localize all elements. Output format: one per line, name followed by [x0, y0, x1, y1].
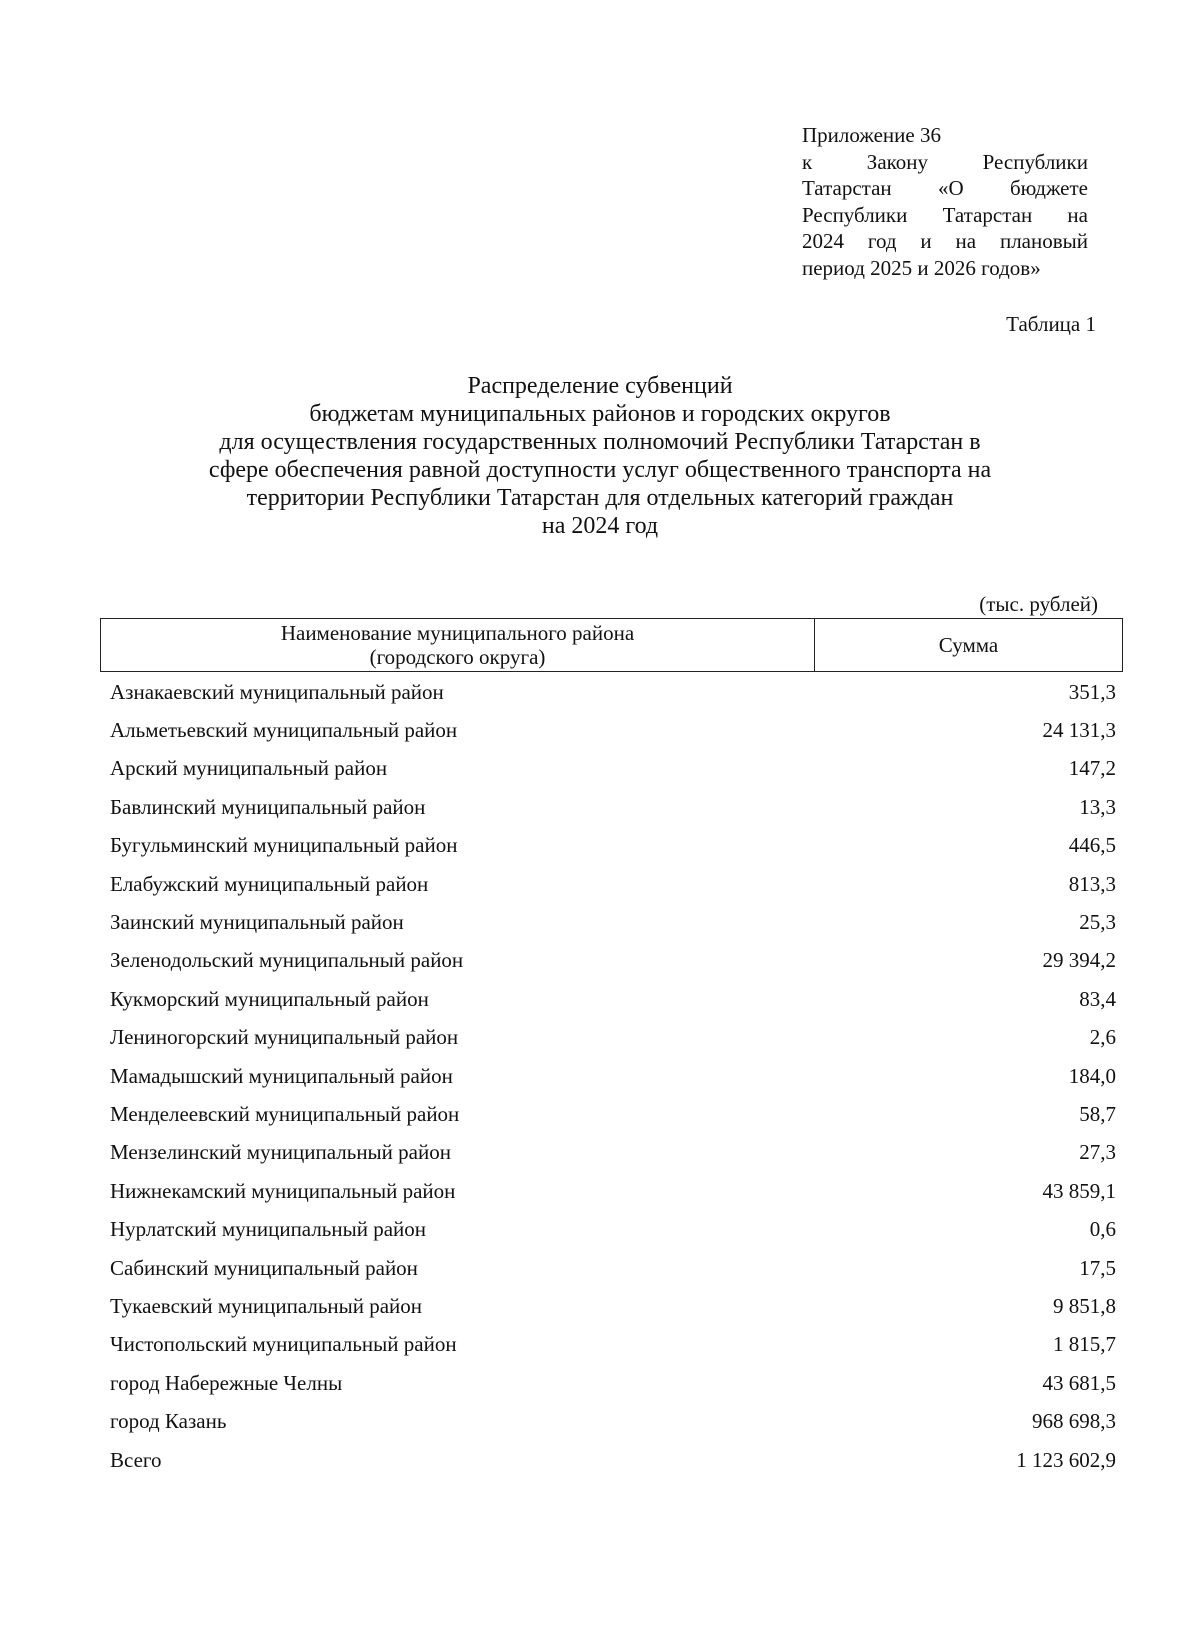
row-name: Всего — [110, 1447, 162, 1472]
table-row — [110, 1249, 1116, 1287]
table-row — [110, 1441, 1116, 1479]
row-sum: 446,5 — [1068, 833, 1116, 858]
table-row — [110, 1326, 1116, 1364]
table-row — [110, 903, 1116, 941]
attachment-line: Приложение 36 — [802, 123, 941, 147]
table-number: Таблица 1 — [1006, 312, 1096, 336]
table-row — [110, 865, 1116, 903]
table-row — [110, 942, 1116, 980]
table-row — [110, 673, 1116, 711]
row-name: Кукморский муниципальный район — [110, 986, 429, 1011]
row-sum: 968 698,3 — [1032, 1409, 1116, 1434]
table-row — [110, 788, 1116, 826]
row-name: Тукаевский муниципальный район — [110, 1293, 423, 1318]
row-name: Елабужский муниципальный район — [110, 871, 429, 896]
row-name: Арский муниципальный район — [110, 756, 388, 781]
attachment-line: период 2025 и 2026 годов» — [802, 255, 1041, 280]
title-line: территории Республики Татарстан для отдельных категорий граждан — [246, 485, 954, 511]
table-row — [110, 1210, 1116, 1248]
table-row — [110, 1402, 1116, 1440]
row-name: город Набережные Челны — [110, 1370, 343, 1395]
table-row — [110, 1364, 1116, 1402]
row-sum: 25,3 — [1079, 910, 1116, 935]
row-name: Зеленодольский муниципальный район — [110, 948, 464, 973]
row-name: Заинский муниципальный район — [110, 910, 404, 935]
table-row — [110, 827, 1116, 865]
row-name: Альметьевский муниципальный район — [110, 718, 458, 743]
row-name: Азнакаевский муниципальный район — [110, 679, 444, 704]
table-row — [110, 1057, 1116, 1095]
header-name-cell — [101, 619, 815, 671]
row-name: Нурлатский муниципальный район — [110, 1217, 427, 1242]
row-sum: 0,6 — [1089, 1217, 1116, 1242]
row-sum: 813,3 — [1068, 871, 1116, 896]
table-header — [100, 618, 1123, 672]
attachment-line: Татарстан «О бюджете — [802, 176, 1088, 200]
table-row — [110, 980, 1116, 1018]
document-title — [100, 372, 1100, 540]
table-row — [110, 1172, 1116, 1210]
row-name: Лениногорский муниципальный район — [110, 1025, 459, 1050]
row-sum: 13,3 — [1079, 794, 1116, 819]
title-line: бюджетам муниципальных районов и городских округов — [309, 401, 891, 427]
title-line: для осуществления государственных полномочий Республики Татарстан в — [219, 429, 981, 455]
row-name: Бавлинский муниципальный район — [110, 794, 426, 819]
header-name-line2: (городского округа) — [369, 645, 546, 669]
row-sum: 351,3 — [1068, 679, 1116, 704]
table-row — [110, 711, 1116, 749]
row-name: Менделеевский муниципальный район — [110, 1101, 460, 1126]
attachment-note — [802, 122, 1088, 281]
row-name: Нижнекамский муниципальный район — [110, 1178, 456, 1203]
row-name: Мамадышский муниципальный район — [110, 1063, 453, 1088]
attachment-line: к Закону Республики — [802, 149, 1088, 174]
header-sum-cell: Сумма — [938, 632, 999, 657]
units-label: (тыс. рублей) — [979, 592, 1098, 616]
table-row — [110, 750, 1116, 788]
title-line: Распределение субвенций — [467, 373, 733, 399]
row-name: город Казань — [110, 1409, 227, 1434]
row-sum: 184,0 — [1068, 1063, 1116, 1088]
row-sum: 9 851,8 — [1053, 1293, 1116, 1318]
row-name: Мензелинский муниципальный район — [110, 1140, 451, 1165]
row-sum: 43 859,1 — [1042, 1178, 1116, 1203]
table-row — [110, 1287, 1116, 1325]
row-sum: 17,5 — [1079, 1255, 1116, 1280]
attachment-line: Республики Татарстан на — [802, 202, 1088, 227]
title-line: сфере обеспечения равной доступности услуг общественного транспорта на — [208, 457, 992, 483]
attachment-line: 2024 год и на плановый — [802, 229, 1088, 253]
row-sum: 2,6 — [1089, 1025, 1116, 1050]
row-sum: 58,7 — [1079, 1101, 1116, 1126]
row-sum: 43 681,5 — [1042, 1370, 1116, 1395]
table-body — [110, 673, 1116, 1479]
row-name: Сабинский муниципальный район — [110, 1255, 418, 1280]
row-sum: 29 394,2 — [1042, 948, 1116, 973]
table-row — [110, 1134, 1116, 1172]
row-sum: 1 123 602,9 — [1016, 1447, 1116, 1472]
title-line: на 2024 год — [541, 513, 659, 539]
table-row — [110, 1019, 1116, 1057]
row-sum: 27,3 — [1079, 1140, 1116, 1165]
row-sum: 1 815,7 — [1053, 1332, 1116, 1357]
row-sum: 147,2 — [1068, 756, 1116, 781]
row-sum: 24 131,3 — [1042, 718, 1116, 743]
table-row — [110, 1095, 1116, 1133]
row-sum: 83,4 — [1079, 986, 1116, 1011]
row-name: Бугульминский муниципальный район — [110, 833, 458, 858]
row-name: Чистопольский муниципальный район — [110, 1332, 457, 1357]
header-name-line1: Наименование муниципального района — [280, 621, 635, 645]
